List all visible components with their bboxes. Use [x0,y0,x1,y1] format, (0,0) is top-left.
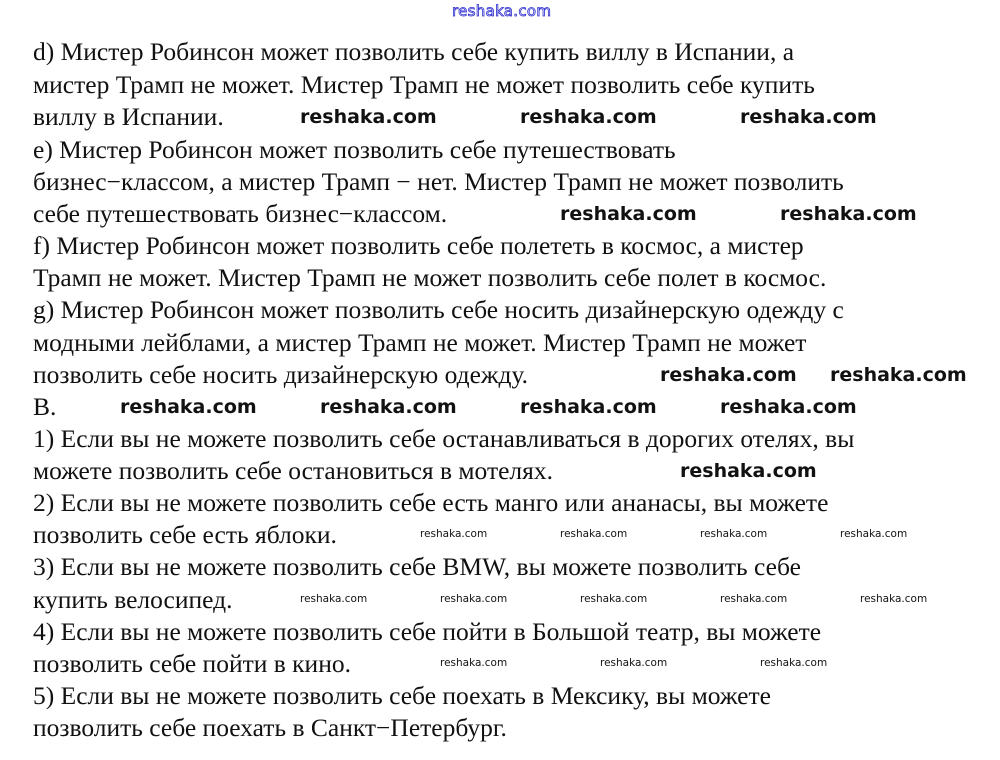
watermark: reshaka.com [580,593,648,605]
watermark: reshaka.com [560,203,697,225]
watermark: reshaka.com [120,396,257,418]
watermark: reshaka.com [300,106,437,128]
watermark: reshaka.com [520,106,657,128]
watermark: reshaka.com [560,528,628,540]
watermark: reshaka.com [660,364,797,386]
watermark: reshaka.com [320,396,457,418]
text-line: позволить себе поехать в Санкт−Петербург. [33,713,507,742]
text-line: виллу в Испании. [33,102,224,131]
watermark: reshaka.com [440,593,508,605]
text-line: e) Мистер Робинсон может позволить себе путешествовать [33,135,676,164]
watermark: reshaka.com [740,106,877,128]
text-line: позволить себе носить дизайнерскую одежду. [33,360,529,389]
text-line: можете позволить себе остановиться в мотелях. [33,456,553,485]
watermark: reshaka.com [300,593,368,605]
watermark: reshaka.com [420,528,488,540]
watermark: reshaka.com [780,203,917,225]
text-line: 2) Если вы не можете позволить себе есть манго или ананасы, вы можете [33,488,829,517]
text-line: 1) Если вы не можете позволить себе останавливаться в дорогих отелях, вы [33,424,855,453]
text-line: B. [33,392,57,421]
text-line: 5) Если вы не можете позволить себе поехать в Мексику, вы можете [33,681,771,710]
text-line: Трамп не может. Мистер Трамп не может позволить себе полет в космос. [33,263,827,292]
text-line: позволить себе пойти в кино. [33,649,351,678]
text-line: мистер Трамп не может. Мистер Трамп не может позволить себе купить [33,70,815,99]
site-watermark-top: reshaka.com [452,2,552,20]
watermark: reshaka.com [720,593,788,605]
text-line: 4) Если вы не можете позволить себе пойти в Большой театр, вы можете [33,617,822,646]
text-line: модными лейблами, а мистер Трамп не может. Мистер Трамп не может [33,328,807,357]
watermark: reshaka.com [720,396,857,418]
text-line: себе путешествовать бизнес−классом. [33,199,448,228]
watermark: reshaka.com [760,657,828,669]
watermark: reshaka.com [520,396,657,418]
text-line: позволить себе есть яблоки. [33,520,337,549]
text-line: бизнес−классом, а мистер Трамп − нет. Мистер Трамп не может позволить [33,167,844,196]
text-line: купить велосипед. [33,585,233,614]
watermark: reshaka.com [440,657,508,669]
text-line: g) Мистер Робинсон может позволить себе носить дизайнерскую одежду с [33,295,844,324]
watermark: reshaka.com [700,528,768,540]
watermark: reshaka.com [680,460,817,482]
watermark: reshaka.com [600,657,668,669]
watermark: reshaka.com [840,528,908,540]
watermark: reshaka.com [830,364,967,386]
watermark: reshaka.com [860,593,928,605]
text-line: f) Мистер Робинсон может позволить себе полететь в космос, а мистер [33,231,804,260]
text-line: d) Мистер Робинсон может позволить себе купить виллу в Испании, а [33,37,795,66]
text-line: 3) Если вы не можете позволить себе BMW, вы можете позволить себе [33,552,801,581]
